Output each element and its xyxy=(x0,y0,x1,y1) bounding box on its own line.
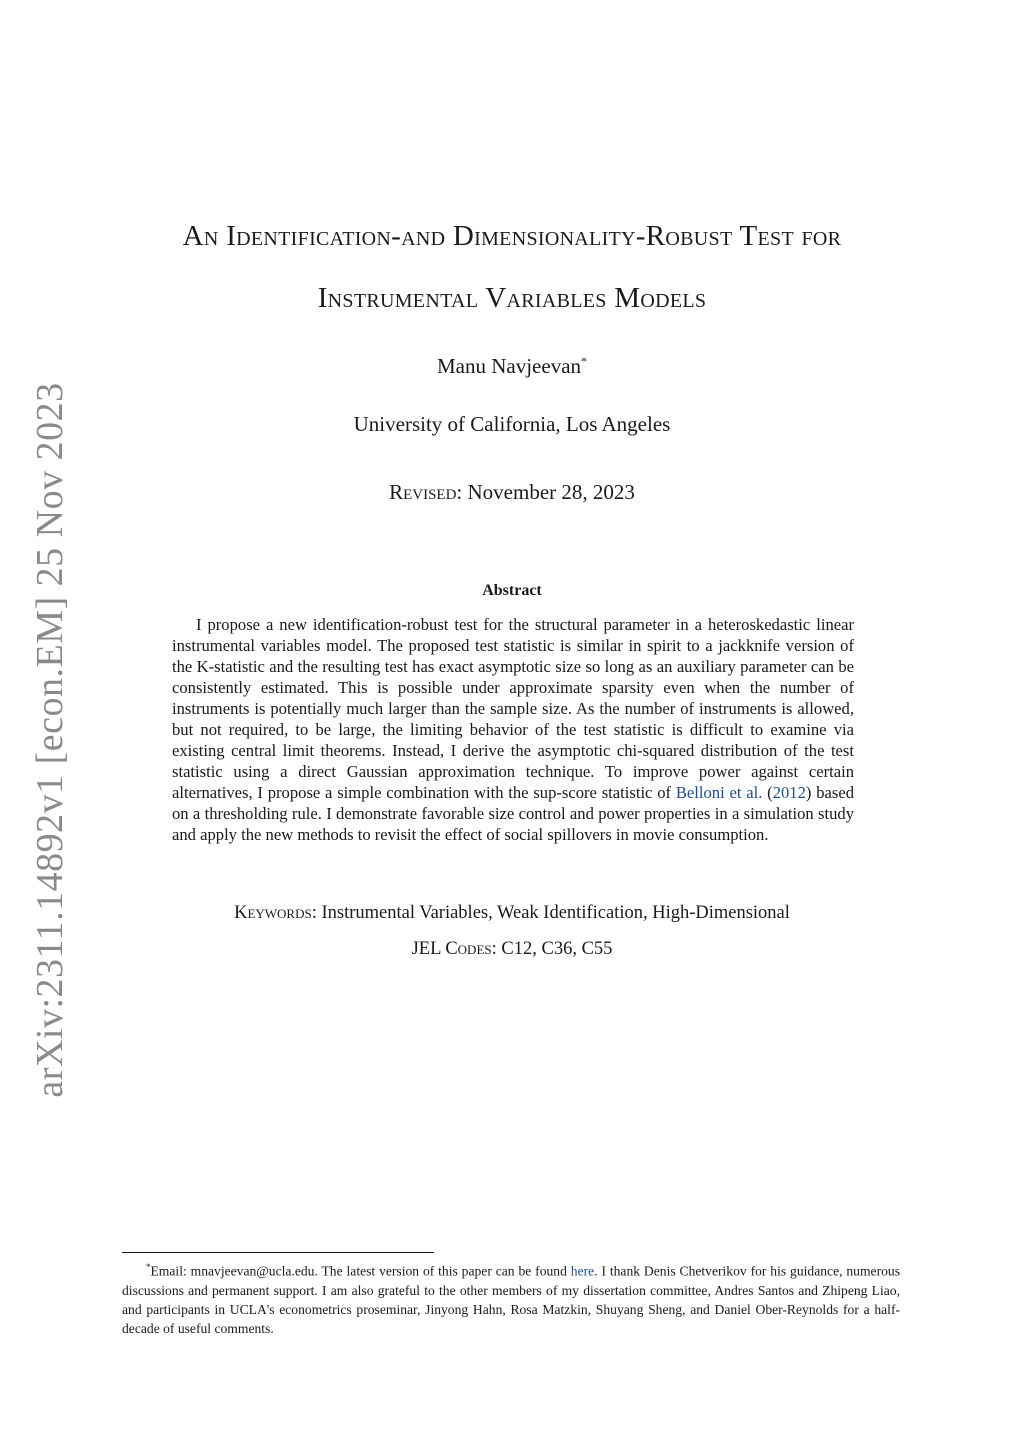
revised-date: November 28, 2023 xyxy=(467,480,635,504)
abstract-text-part-1: I propose a new identification-robust test for the structural parameter in a heteroskedastic linear instrumental variables model. The proposed test statistic is similar in spirit to a jackknife version of the K-statistic and the resulting test has exact asymptotic size so long as an auxiliary parameter can be consistently estimated. This is possible under approximate sparsity even when the number of instruments is potentially much larger than the sample size. As the number of instruments is allowed, but not required, to be large, the limiting behavior of the test statistic is difficult to examine via existing central limit theorems. Instead, I derive the asymptotic chi-squared distribution of the test statistic using a direct Gaussian approximation technique. To improve power against certain alternatives, I propose a simple combination with the sup-score statistic of xyxy=(172,615,854,802)
paper-title-line-2: Instrumental Variables Models xyxy=(317,282,707,314)
paper-title-line-1: An Identification-and Dimensionality-Robust Test for xyxy=(182,220,842,252)
revised-date-line xyxy=(120,480,904,505)
jel-codes-value: C12, C36, C55 xyxy=(501,939,613,959)
jel-label-prefix: JEL xyxy=(411,939,441,959)
citation-year-link[interactable]: 2012 xyxy=(772,783,806,802)
author-affiliation: University of California, Los Angeles xyxy=(353,412,671,436)
footnote-text-part-1: Email: mnavjeevan@ucla.edu. The latest version of this paper can be found xyxy=(150,1263,571,1279)
author-footnote-mark[interactable]: * xyxy=(581,354,588,368)
author-name: Manu Navjeevan xyxy=(436,354,582,378)
footnote-mark: * xyxy=(146,1262,151,1272)
abstract-body xyxy=(172,614,854,845)
citation-author-link[interactable]: Belloni et al. xyxy=(675,783,763,802)
citation-open-paren: ( xyxy=(762,783,773,802)
footnote-divider xyxy=(122,1252,434,1253)
author-line xyxy=(120,354,904,379)
arxiv-identifier-stamp: arXiv:2311.14892v1 [econ.EM] 25 Nov 2023 xyxy=(29,382,71,1098)
keywords-label: Keywords: xyxy=(234,903,317,923)
jel-label: Codes: xyxy=(445,939,497,959)
revised-label: Revised: xyxy=(389,480,463,504)
jel-codes-line xyxy=(120,939,904,960)
footnote xyxy=(122,1258,900,1338)
footnote-text-part-2: . I thank Denis Chetverikov for his guidance, numerous discussions and permanent support. I am also grateful to the other members of my dissertation committee, Andres Santos and Zhipeng Liao, and participants in UCLA's econometrics proseminar, Jinyong Hahn, Rosa Matzkin, Shuyang Sheng, and Daniel Ober-Reynolds for a half-decade of useful comments. xyxy=(122,1263,900,1336)
latest-version-link[interactable]: here xyxy=(570,1263,595,1279)
abstract-heading: Abstract xyxy=(482,582,542,599)
keywords-line xyxy=(120,903,904,924)
keywords-value: Instrumental Variables, Weak Identification, High-Dimensional xyxy=(321,903,790,923)
citation-close-paren: ) xyxy=(805,783,812,802)
abstract-text-part-2: based on a thresholding rule. I demonstrate favorable size control and power properties in a simulation study and apply the new methods to revisit the effect of social spillovers in movie consumption. xyxy=(172,783,854,844)
